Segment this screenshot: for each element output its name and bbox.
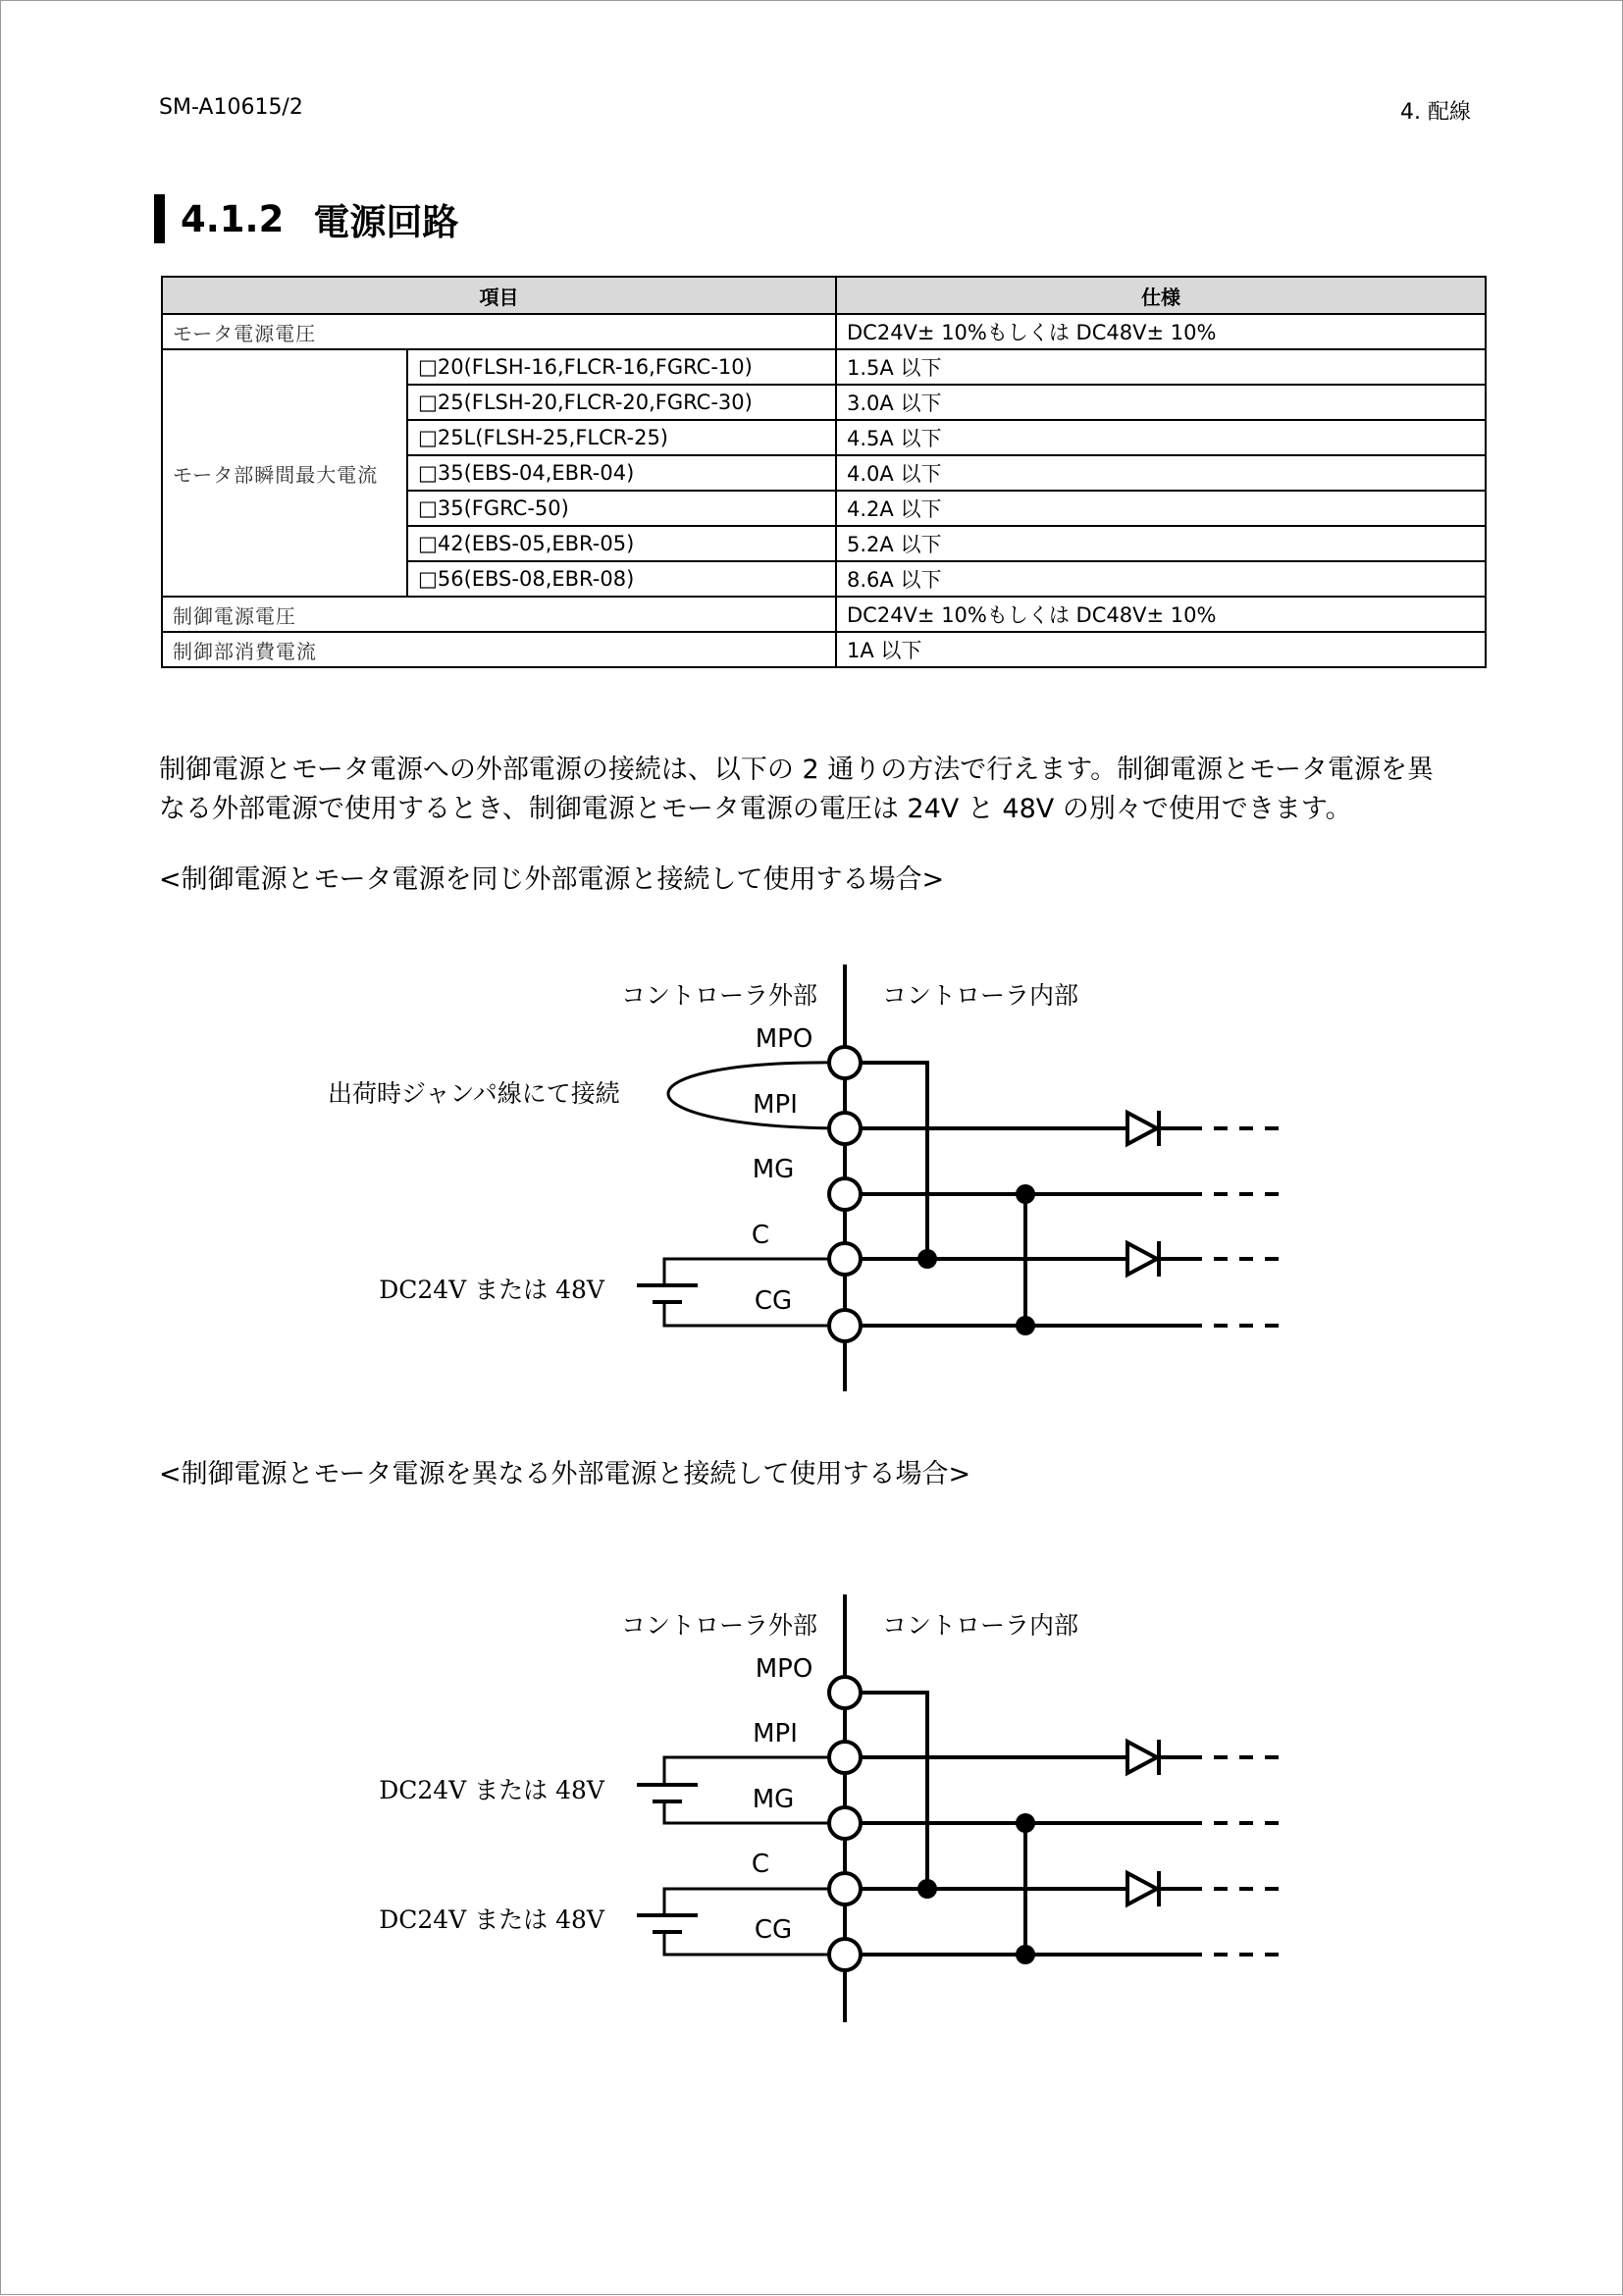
control-current-label: 制御部消費電流 xyxy=(162,632,836,667)
junction-dot xyxy=(917,1249,937,1269)
control-supply-label: DC24V または 48V xyxy=(379,1905,604,1934)
outside-label: コントローラ外部 xyxy=(620,1611,817,1640)
dashed-continuations xyxy=(1214,1757,1288,1955)
terminal-mpo xyxy=(829,1047,861,1078)
terminal-label-mpo: MPO xyxy=(755,1654,813,1684)
supply-wire-pos xyxy=(664,1259,845,1283)
motor-current-value: 4.5A 以下 xyxy=(836,420,1486,455)
diode-icon xyxy=(1127,1873,1157,1905)
jumper-label: 出荷時ジャンパ線にて接続 xyxy=(328,1079,620,1108)
terminal-mpi xyxy=(829,1742,861,1773)
terminal-label-c: C xyxy=(751,1221,770,1250)
terminal-mpi xyxy=(829,1113,861,1144)
motor-voltage-label: モータ電源電圧 xyxy=(162,314,836,349)
paragraph-line: なる外部電源で使用するとき、制御電源とモータ電源の電圧は 24V と 48V の別々で使用できます。 xyxy=(159,794,1352,824)
control-current-value: 1A 以下 xyxy=(836,632,1486,667)
wiring-diagrams xyxy=(1,1,1623,2296)
caption-same-supply: <制御電源とモータ電源を同じ外部電源と接続して使用する場合> xyxy=(159,864,945,895)
motor-model: □35(EBS-04,EBR-04) xyxy=(407,455,836,491)
terminal-label-mg: MG xyxy=(752,1785,795,1814)
terminal-c xyxy=(829,1873,861,1905)
motor-current-value: 5.2A 以下 xyxy=(836,526,1486,561)
wire-mpo xyxy=(861,1063,927,1259)
motor-supply-label: DC24V または 48V xyxy=(379,1776,604,1804)
diode-icon xyxy=(1127,1243,1157,1275)
terminal-cg xyxy=(829,1939,861,1970)
diagram-same-supply xyxy=(328,965,1288,1391)
terminal-label-c: C xyxy=(751,1850,770,1879)
diode-icon xyxy=(1127,1113,1157,1144)
motor-model: □35(FGRC-50) xyxy=(407,491,836,526)
motor-model: □25(FLSH-20,FLCR-20,FGRC-30) xyxy=(407,385,836,420)
section-number: 4.1.2 xyxy=(181,197,285,240)
terminal-mg xyxy=(829,1807,861,1839)
terminal-label-mpo: MPO xyxy=(755,1024,813,1054)
control-voltage-value: DC24V± 10%もしくは DC48V± 10% xyxy=(836,597,1486,632)
terminal-label-cg: CG xyxy=(754,1915,793,1945)
header-item: 項目 xyxy=(162,277,836,314)
document-id: SM-A10615/2 xyxy=(159,95,303,120)
motor-model: □56(EBS-08,EBR-08) xyxy=(407,561,836,597)
motor-model: □20(FLSH-16,FLCR-16,FGRC-10) xyxy=(407,349,836,385)
diagram-separate-supply xyxy=(379,1594,1288,2022)
motor-current-value: 8.6A 以下 xyxy=(836,561,1486,597)
dashed-continuations xyxy=(1214,1128,1288,1326)
terminal-label-cg: CG xyxy=(754,1286,793,1316)
motor-model: □25L(FLSH-25,FLCR-25) xyxy=(407,420,836,455)
outside-label: コントローラ外部 xyxy=(620,981,817,1010)
supply-label: DC24V または 48V xyxy=(379,1276,604,1304)
inside-label: コントローラ内部 xyxy=(882,1611,1079,1640)
terminal-label-mg: MG xyxy=(752,1155,795,1184)
motor-current-label: モータ部瞬間最大電流 xyxy=(162,349,407,597)
motor-current-value: 4.0A 以下 xyxy=(836,455,1486,491)
terminal-c xyxy=(829,1243,861,1275)
terminal-mpo xyxy=(829,1677,861,1708)
junction-dot xyxy=(1016,1316,1035,1335)
control-supply-wire-pos xyxy=(664,1889,845,1913)
junction-dot xyxy=(1016,1813,1035,1833)
terminal-label-mpi: MPI xyxy=(753,1090,798,1120)
inside-label: コントローラ内部 xyxy=(882,981,1079,1010)
junction-dot xyxy=(1016,1184,1035,1204)
junction-dot xyxy=(1016,1945,1035,1964)
control-voltage-label: 制御電源電圧 xyxy=(162,597,836,632)
paragraph-line: 制御電源とモータ電源への外部電源の接続は、以下の 2 通りの方法で行えます。制御電源とモータ電源を異 xyxy=(159,755,1435,785)
wire-mpo xyxy=(861,1693,927,1889)
terminal-mg xyxy=(829,1178,861,1210)
chapter-title: 4. 配線 xyxy=(1400,100,1471,125)
motor-current-value: 1.5A 以下 xyxy=(836,349,1486,385)
header-spec: 仕様 xyxy=(836,277,1486,314)
motor-supply-wire-pos xyxy=(664,1757,845,1783)
junction-dot xyxy=(917,1879,937,1899)
caption-separate-supply: <制御電源とモータ電源を異なる外部電源と接続して使用する場合> xyxy=(159,1459,971,1489)
diode-icon xyxy=(1127,1742,1157,1773)
motor-current-value: 3.0A 以下 xyxy=(836,385,1486,420)
terminal-cg xyxy=(829,1310,861,1341)
section-title: 電源回路 xyxy=(313,201,459,243)
motor-current-value: 4.2A 以下 xyxy=(836,491,1486,526)
motor-model: □42(EBS-05,EBR-05) xyxy=(407,526,836,561)
motor-voltage-value: DC24V± 10%もしくは DC48V± 10% xyxy=(836,314,1486,349)
terminal-label-mpi: MPI xyxy=(753,1719,798,1748)
